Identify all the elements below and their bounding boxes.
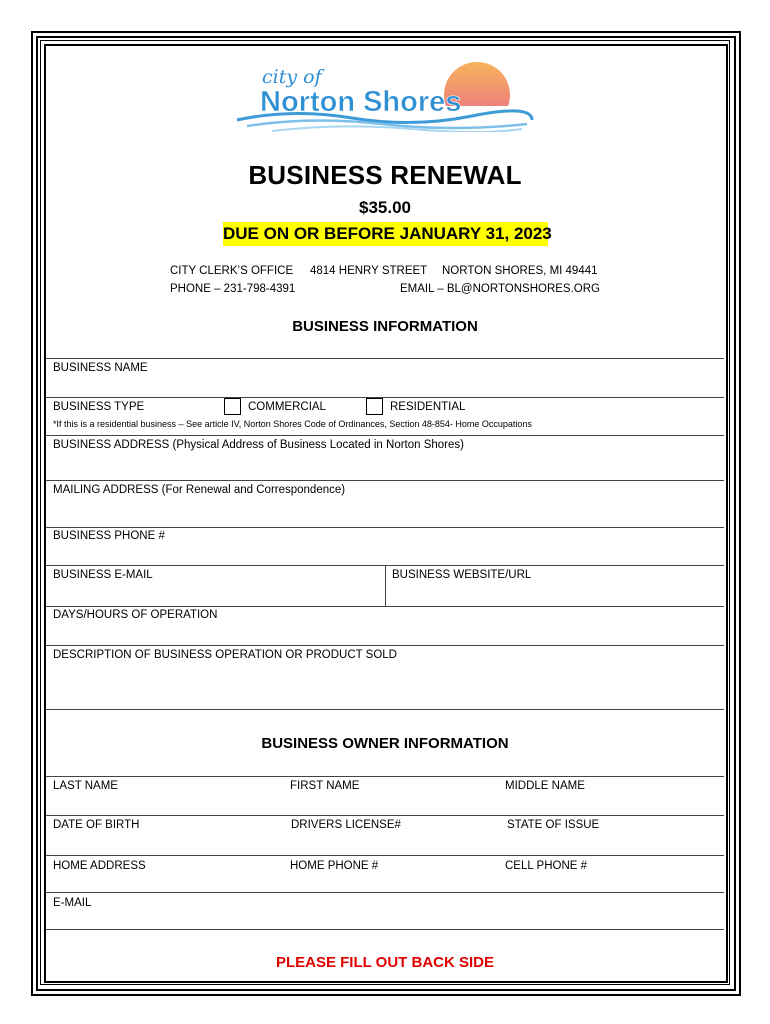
office-email: EMAIL – BL@NORTONSHORES.ORG bbox=[400, 283, 600, 295]
residential-label: RESIDENTIAL bbox=[390, 401, 466, 413]
commercial-checkbox[interactable] bbox=[224, 398, 241, 415]
clerk-office: CITY CLERK’S OFFICE bbox=[170, 265, 294, 277]
office-street: 4814 HENRY STREET bbox=[310, 265, 428, 277]
form-title: BUSINESS RENEWAL bbox=[248, 160, 522, 190]
commercial-label: COMMERCIAL bbox=[248, 401, 326, 413]
norton-shores-logo bbox=[232, 60, 537, 132]
form-rule bbox=[46, 776, 724, 777]
cell-phone-field[interactable]: CELL PHONE # bbox=[505, 860, 588, 872]
form-rule bbox=[46, 855, 724, 856]
business-info-heading: BUSINESS INFORMATION bbox=[292, 318, 478, 335]
due-date-highlight: DUE ON OR BEFORE JANUARY 31, 2023 bbox=[223, 222, 548, 246]
office-phone: PHONE – 231-798-4391 bbox=[170, 283, 296, 295]
form-rule bbox=[46, 892, 724, 893]
owner-info-heading: BUSINESS OWNER INFORMATION bbox=[261, 735, 509, 752]
form-rule bbox=[46, 480, 724, 481]
column-divider bbox=[385, 565, 386, 606]
form-rule bbox=[46, 709, 724, 710]
days-hours-field[interactable]: DAYS/HOURS OF OPERATION bbox=[53, 609, 218, 621]
home-address-field[interactable]: HOME ADDRESS bbox=[53, 860, 146, 872]
renewal-fee: $35.00 bbox=[359, 198, 411, 217]
date-of-birth-field[interactable]: DATE OF BIRTH bbox=[53, 819, 140, 831]
business-address-field[interactable]: BUSINESS ADDRESS (Physical Address of Business Located in Norton Shores) bbox=[53, 439, 464, 451]
business-phone-field[interactable]: BUSINESS PHONE # bbox=[53, 530, 165, 542]
mailing-address-field[interactable]: MAILING ADDRESS (For Renewal and Correspondence) bbox=[53, 484, 346, 496]
form-rule bbox=[46, 815, 724, 816]
residential-checkbox[interactable] bbox=[366, 398, 383, 415]
back-side-notice: PLEASE FILL OUT BACK SIDE bbox=[275, 954, 495, 971]
owner-email-field[interactable]: E-MAIL bbox=[53, 897, 92, 909]
form-rule bbox=[46, 435, 724, 436]
description-field[interactable]: DESCRIPTION OF BUSINESS OPERATION OR PRODUCT SOLD bbox=[53, 649, 397, 661]
form-rule bbox=[46, 645, 724, 646]
form-rule bbox=[46, 606, 724, 607]
logo-name: Norton Shores bbox=[260, 86, 462, 118]
residential-note: *If this is a residential business – See article IV, Norton Shores Code of Ordinances, Section 48-854- Home Occupations bbox=[53, 419, 532, 429]
business-name-field[interactable]: BUSINESS NAME bbox=[53, 362, 148, 374]
home-phone-field[interactable]: HOME PHONE # bbox=[290, 860, 379, 872]
office-city: NORTON SHORES, MI 49441 bbox=[442, 265, 598, 277]
logo-city-of: city of bbox=[262, 66, 322, 88]
business-website-field[interactable]: BUSINESS WEBSITE/URL bbox=[392, 569, 532, 581]
middle-name-field[interactable]: MIDDLE NAME bbox=[505, 780, 585, 792]
state-of-issue-field[interactable]: STATE OF ISSUE bbox=[507, 819, 600, 831]
drivers-license-field[interactable]: DRIVERS LICENSE# bbox=[291, 819, 401, 831]
business-type-label: BUSINESS TYPE bbox=[53, 401, 145, 413]
form-rule bbox=[46, 929, 724, 930]
first-name-field[interactable]: FIRST NAME bbox=[290, 780, 360, 792]
form-rule bbox=[46, 397, 724, 398]
last-name-field[interactable]: LAST NAME bbox=[53, 780, 118, 792]
form-rule bbox=[46, 527, 724, 528]
business-email-field[interactable]: BUSINESS E-MAIL bbox=[53, 569, 153, 581]
form-rule bbox=[46, 358, 724, 359]
